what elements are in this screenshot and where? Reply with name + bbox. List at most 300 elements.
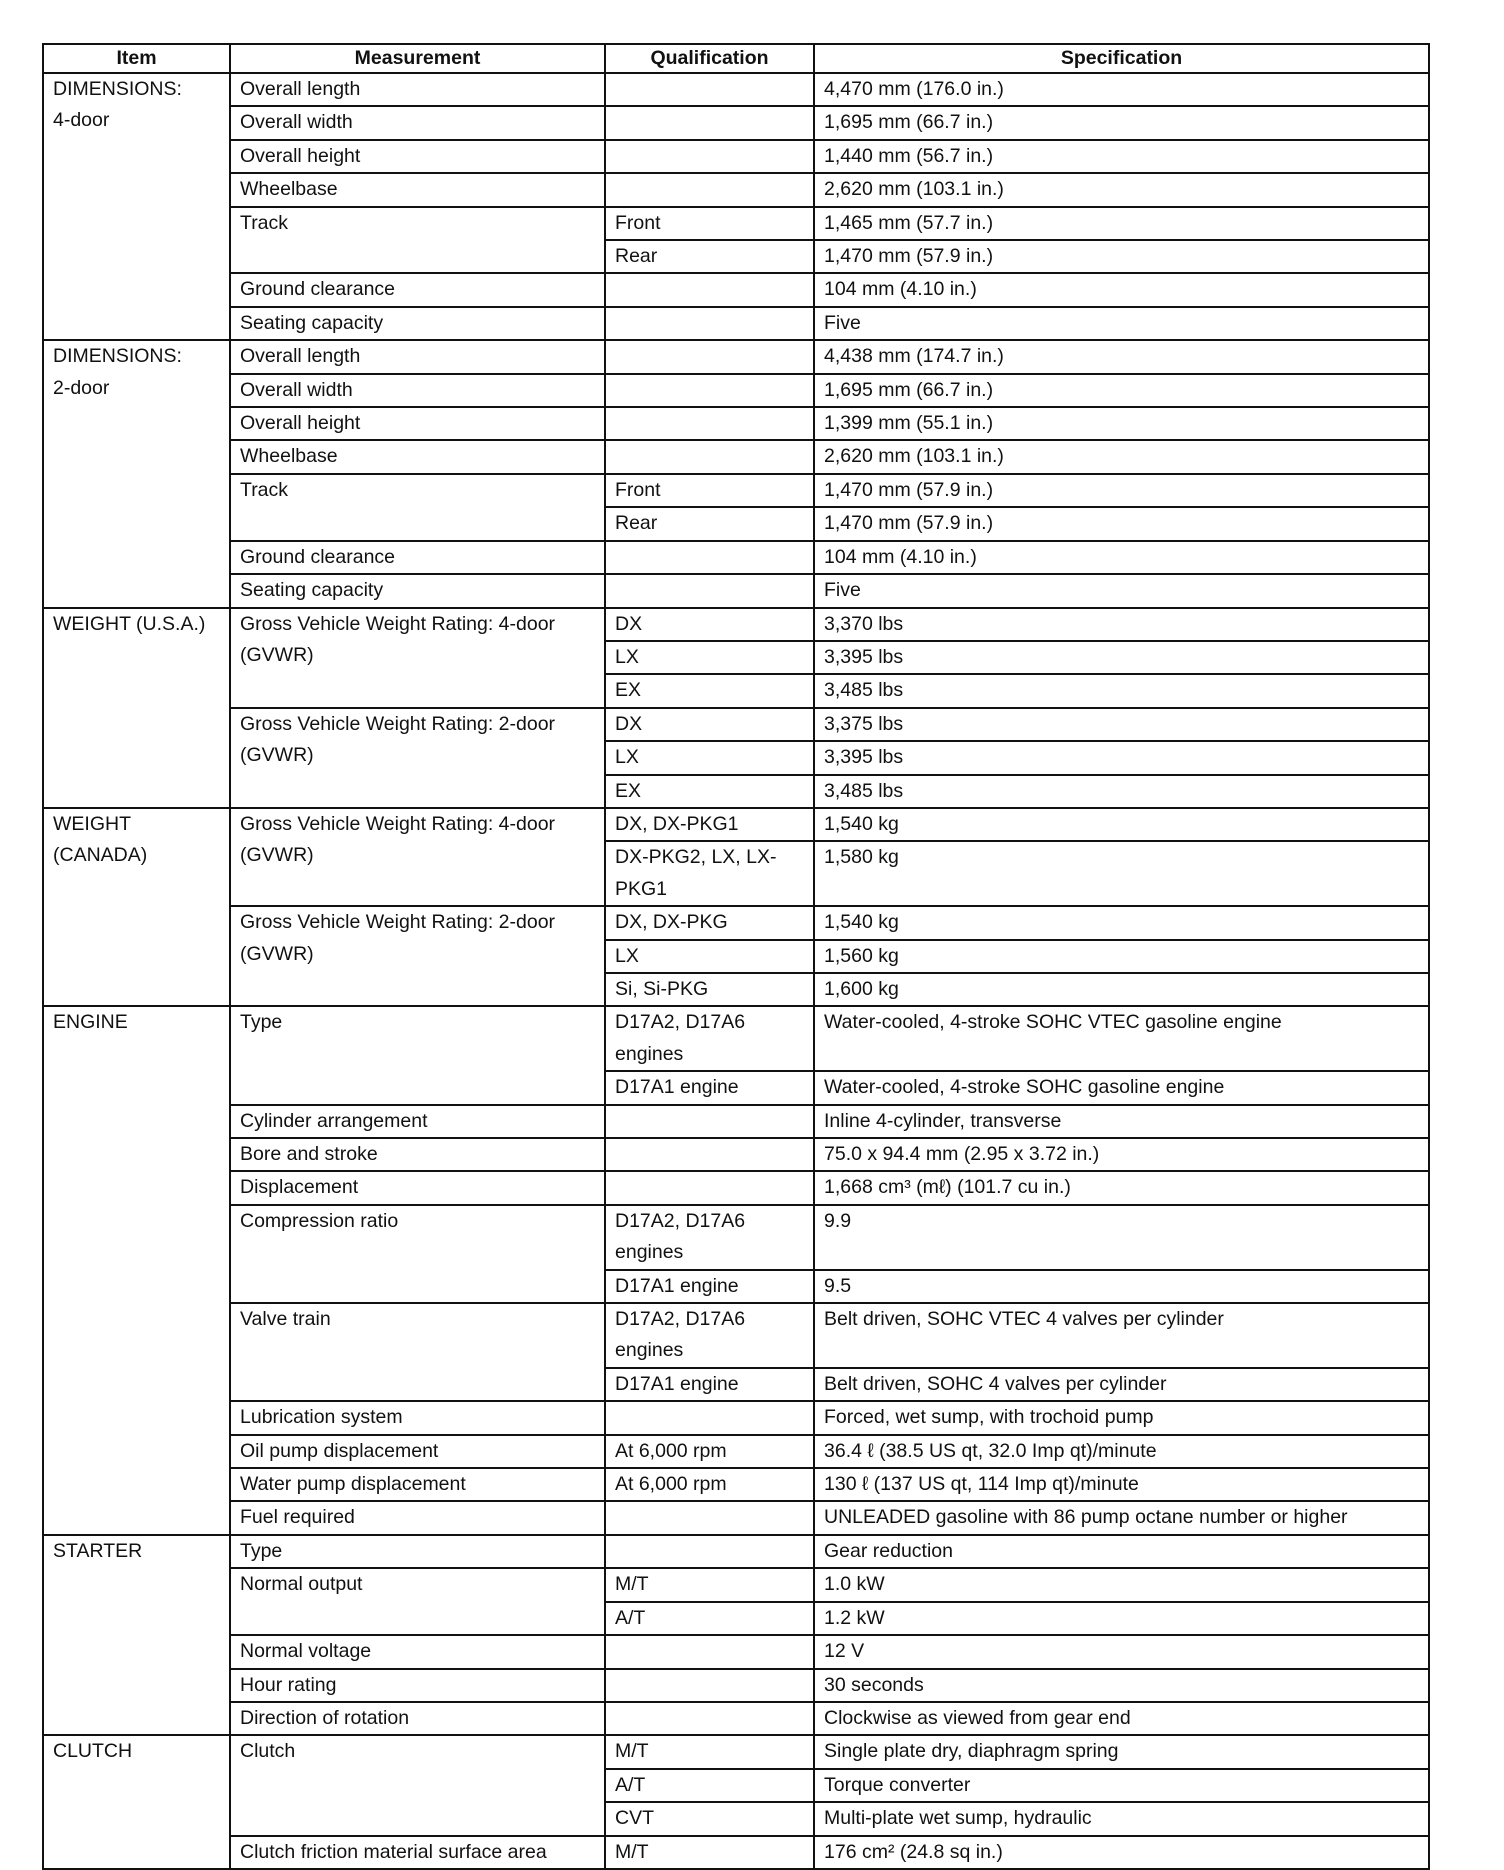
qualification-cell-line: D17A1 engine — [615, 1076, 739, 1099]
table-row — [43, 273, 1429, 306]
spec-cell-line: 4,470 mm (176.0 in.) — [824, 78, 1004, 100]
measurement-cell-line: Displacement — [240, 1176, 359, 1199]
measurement-cell — [230, 407, 605, 440]
qualification-cell-line: DX — [615, 612, 643, 635]
spec-cell-line: 30 seconds — [824, 1673, 924, 1696]
spec-cell-line: 1,470 mm (57.9 in.) — [824, 478, 994, 501]
measurement-cell — [230, 440, 605, 473]
measurement-cell — [230, 1535, 605, 1568]
measurement-cell-line: Overall width — [240, 378, 353, 401]
spec-cell-line: 75.0 x 94.4 mm (2.95 x 3.72 in.) — [824, 1143, 1100, 1165]
qualification-cell — [605, 674, 814, 707]
measurement-cell-line: Overall height — [240, 144, 361, 167]
qualification-cell-line: DX-PKG2, LX, LX-PKG1 — [615, 846, 777, 900]
header-row — [43, 44, 1429, 73]
measurement-cell — [230, 1401, 605, 1434]
measurement-cell — [230, 1171, 605, 1204]
measurement-cell-line: Hour rating — [240, 1673, 337, 1696]
measurement-cell — [230, 1702, 605, 1735]
spec-cell — [814, 307, 1429, 340]
qualification-cell — [605, 608, 814, 641]
table-row — [43, 1105, 1429, 1138]
spec-cell — [814, 173, 1429, 206]
item-cell-line: ENGINE — [53, 1011, 128, 1034]
table-row — [43, 1501, 1429, 1534]
table-row — [43, 1435, 1429, 1468]
item-cell — [43, 808, 230, 1006]
qualification-cell — [605, 1006, 814, 1071]
header-item: Item — [43, 44, 230, 73]
qualification-cell — [605, 808, 814, 841]
qualification-cell — [605, 407, 814, 440]
measurement-cell-line: Track — [240, 478, 289, 501]
qualification-cell — [605, 641, 814, 674]
measurement-cell — [230, 608, 605, 708]
qualification-cell — [605, 106, 814, 139]
measurement-cell-line: (GVWR) — [240, 643, 314, 666]
qualification-cell — [605, 207, 814, 240]
qualification-cell — [605, 1138, 814, 1171]
spec-cell — [814, 1205, 1429, 1270]
table-row — [43, 407, 1429, 440]
spec-cell — [814, 207, 1429, 240]
spec-cell — [814, 641, 1429, 674]
spec-cell-line: 9.9 — [824, 1209, 852, 1232]
measurement-cell-line: Water pump displacement — [240, 1473, 466, 1496]
spec-cell-line: 2,620 mm (103.1 in.) — [824, 178, 1004, 201]
spec-cell-line: 1,470 mm (57.9 in.) — [824, 512, 994, 535]
table-row — [43, 541, 1429, 574]
spec-cell — [814, 1138, 1429, 1171]
measurement-cell — [230, 1735, 605, 1835]
qualification-cell — [605, 1501, 814, 1534]
qualification-cell-line: EX — [615, 779, 642, 802]
qualification-cell-line: D17A2, D17A6 engines — [615, 1308, 746, 1362]
item-cell-line: 4-door — [53, 109, 110, 132]
qualification-cell — [605, 574, 814, 607]
spec-cell — [814, 1702, 1429, 1735]
table-row — [43, 1669, 1429, 1702]
spec-cell — [814, 1501, 1429, 1534]
qualification-cell-line: DX, DX-PKG1 — [615, 812, 739, 835]
spec-cell-line: 2,620 mm (103.1 in.) — [824, 445, 1004, 468]
spec-cell — [814, 541, 1429, 574]
qualification-cell — [605, 1769, 814, 1802]
qualification-cell — [605, 1468, 814, 1501]
header-qualification: Qualification — [605, 44, 814, 73]
table-row — [43, 73, 1429, 106]
measurement-cell-line: Cylinder arrangement — [240, 1109, 428, 1132]
table-row — [43, 1468, 1429, 1501]
qualification-cell — [605, 173, 814, 206]
qualification-cell — [605, 775, 814, 808]
table-row — [43, 307, 1429, 340]
spec-cell-line: 1.0 kW — [824, 1573, 885, 1596]
qualification-cell-line: LX — [615, 944, 639, 967]
qualification-cell-line: Si, Si-PKG — [615, 977, 709, 1000]
spec-cell — [814, 106, 1429, 139]
table-row — [43, 474, 1429, 507]
spec-cell-line: 3,375 lbs — [824, 712, 904, 735]
spec-cell — [814, 340, 1429, 373]
spec-cell — [814, 240, 1429, 273]
spec-cell-line: 3,395 lbs — [824, 645, 904, 668]
spec-cell-line: 1,465 mm (57.7 in.) — [824, 211, 994, 234]
spec-cell-line: Water-cooled, 4-stroke SOHC VTEC gasoline engine — [824, 1011, 1282, 1034]
spec-cell-line: Clockwise as viewed from gear end — [824, 1706, 1131, 1729]
table-row — [43, 1635, 1429, 1668]
measurement-cell — [230, 1468, 605, 1501]
spec-cell-line: 12 V — [824, 1640, 865, 1663]
qualification-cell — [605, 1635, 814, 1668]
table-row — [43, 140, 1429, 173]
qualification-cell-line: At 6,000 rpm — [615, 1473, 727, 1496]
measurement-cell — [230, 374, 605, 407]
measurement-cell — [230, 307, 605, 340]
qualification-cell — [605, 1568, 814, 1601]
qualification-cell-line: D17A2, D17A6 engines — [615, 1209, 746, 1264]
measurement-cell — [230, 1669, 605, 1702]
table-row — [43, 173, 1429, 206]
measurement-cell — [230, 1138, 605, 1171]
qualification-cell-line: M/T — [615, 1840, 649, 1863]
measurement-cell-line: Type — [240, 1539, 283, 1562]
measurement-cell — [230, 340, 605, 373]
qualification-cell — [605, 1602, 814, 1635]
measurement-cell-line: (GVWR) — [240, 744, 314, 767]
measurement-cell-line: Bore and stroke — [240, 1143, 378, 1165]
measurement-cell-line: Ground clearance — [240, 278, 396, 301]
spec-cell — [814, 1435, 1429, 1468]
measurement-cell-line: Clutch — [240, 1740, 296, 1763]
measurement-cell — [230, 207, 605, 274]
spec-cell — [814, 1669, 1429, 1702]
spec-cell-line: 3,395 lbs — [824, 746, 904, 769]
spec-cell-line: 1,440 mm (56.7 in.) — [824, 144, 994, 167]
table-row — [43, 1138, 1429, 1171]
qualification-cell-line: DX, DX-PKG — [615, 911, 728, 934]
measurement-cell-line: Direction of rotation — [240, 1706, 410, 1729]
spec-cell — [814, 574, 1429, 607]
qualification-cell-line: Rear — [615, 512, 658, 535]
spec-cell — [814, 374, 1429, 407]
qualification-cell-line: M/T — [615, 1573, 649, 1596]
measurement-cell-line: Wheelbase — [240, 445, 338, 468]
measurement-cell — [230, 273, 605, 306]
measurement-cell-line: Gross Vehicle Weight Rating: 4-door — [240, 812, 556, 835]
measurement-cell-line: Seating capacity — [240, 311, 384, 334]
spec-cell-line: 176 cm² (24.8 sq in.) — [824, 1840, 1003, 1863]
qualification-cell — [605, 1368, 814, 1401]
spec-cell-line: 1,600 kg — [824, 977, 899, 1000]
measurement-cell — [230, 1635, 605, 1668]
spec-cell-line: 1,470 mm (57.9 in.) — [824, 245, 994, 268]
measurement-cell-line: Overall height — [240, 412, 361, 435]
spec-cell-line: 1,560 kg — [824, 944, 899, 967]
measurement-cell-line: Overall width — [240, 111, 353, 134]
qualification-cell-line: At 6,000 rpm — [615, 1439, 727, 1462]
spec-cell-line: 36.4 ℓ (38.5 US qt, 32.0 Imp qt)/minute — [824, 1439, 1157, 1462]
qualification-cell-line: D17A1 engine — [615, 1274, 739, 1297]
item-cell — [43, 1535, 230, 1735]
qualification-cell-line: Front — [615, 211, 661, 234]
spec-cell-line: 3,485 lbs — [824, 679, 904, 702]
qualification-cell — [605, 140, 814, 173]
measurement-cell — [230, 1568, 605, 1635]
table-body — [43, 73, 1429, 1869]
qualification-cell — [605, 1401, 814, 1434]
spec-cell — [814, 1802, 1429, 1835]
spec-cell — [814, 741, 1429, 774]
item-cell-line: 2-door — [53, 376, 110, 399]
qualification-cell — [605, 1303, 814, 1368]
qualification-cell-line: D17A2, D17A6 engines — [615, 1011, 746, 1065]
table-row — [43, 207, 1429, 240]
header-measurement: Measurement — [230, 44, 605, 73]
measurement-cell-line: Overall length — [240, 78, 361, 100]
measurement-cell-line: Normal output — [240, 1573, 363, 1596]
table-row — [43, 1735, 1429, 1768]
item-cell-line: DIMENSIONS: — [53, 78, 182, 100]
spec-cell-line: Torque converter — [824, 1773, 971, 1796]
qualification-cell-line: LX — [615, 645, 639, 668]
qualification-cell — [605, 1735, 814, 1768]
measurement-cell — [230, 1435, 605, 1468]
qualification-cell — [605, 1535, 814, 1568]
spec-cell-line: Single plate dry, diaphragm spring — [824, 1740, 1119, 1763]
item-cell — [43, 1006, 230, 1535]
spec-cell-line: Five — [824, 311, 861, 334]
qualification-cell — [605, 1802, 814, 1835]
spec-cell-line: Belt driven, SOHC VTEC 4 valves per cylinder — [824, 1308, 1224, 1331]
table-row — [43, 1006, 1429, 1071]
spec-cell — [814, 940, 1429, 973]
spec-cell-line: 1,580 kg — [824, 846, 899, 869]
spec-cell — [814, 1735, 1429, 1768]
measurement-cell — [230, 574, 605, 607]
table-row — [43, 340, 1429, 373]
qualification-cell — [605, 1270, 814, 1303]
qualification-cell — [605, 1702, 814, 1735]
qualification-cell — [605, 507, 814, 540]
qualification-cell — [605, 1669, 814, 1702]
spec-cell — [814, 906, 1429, 939]
item-cell-line: WEIGHT — [53, 812, 131, 835]
qualification-cell — [605, 1105, 814, 1138]
spec-cell — [814, 808, 1429, 841]
qualification-cell-line: M/T — [615, 1740, 649, 1763]
spec-cell — [814, 1568, 1429, 1601]
spec-cell-line: 9.5 — [824, 1274, 852, 1297]
table-row — [43, 708, 1429, 741]
spec-cell-line: 4,438 mm (174.7 in.) — [824, 345, 1004, 368]
measurement-cell-line: Wheelbase — [240, 178, 338, 201]
table-row — [43, 1303, 1429, 1368]
measurement-cell-line: Gross Vehicle Weight Rating: 2-door — [240, 712, 556, 735]
spec-cell — [814, 407, 1429, 440]
spec-cell-line: 1,399 mm (55.1 in.) — [824, 412, 994, 435]
spec-cell — [814, 674, 1429, 707]
spec-cell — [814, 440, 1429, 473]
spec-cell — [814, 841, 1429, 906]
spec-cell-line: 1,668 cm³ (mℓ) (101.7 cu in.) — [824, 1176, 1071, 1199]
measurement-cell — [230, 140, 605, 173]
measurement-cell — [230, 1836, 605, 1869]
item-cell — [43, 608, 230, 808]
table-row — [43, 374, 1429, 407]
measurement-cell — [230, 106, 605, 139]
spec-cell-line: UNLEADED gasoline with 86 pump octane number or higher — [824, 1506, 1348, 1529]
qualification-cell — [605, 273, 814, 306]
measurement-cell-line: Valve train — [240, 1308, 331, 1331]
measurement-cell-line: Gross Vehicle Weight Rating: 2-door — [240, 911, 556, 934]
spec-cell-line: 1,540 kg — [824, 812, 899, 835]
table-row — [43, 1836, 1429, 1869]
spec-cell — [814, 1368, 1429, 1401]
spec-cell-line: 1,695 mm (66.7 in.) — [824, 111, 994, 134]
spec-cell — [814, 1836, 1429, 1869]
qualification-cell-line: Front — [615, 478, 661, 501]
table-row — [43, 574, 1429, 607]
qualification-cell — [605, 240, 814, 273]
table-row — [43, 808, 1429, 841]
table-row — [43, 1702, 1429, 1735]
qualification-cell-line: LX — [615, 746, 639, 769]
spec-cell — [814, 1270, 1429, 1303]
spec-cell — [814, 1468, 1429, 1501]
measurement-cell — [230, 173, 605, 206]
spec-cell-line: 130 ℓ (137 US qt, 114 Imp qt)/minute — [824, 1473, 1139, 1496]
measurement-cell — [230, 708, 605, 808]
spec-table — [42, 43, 1430, 1870]
table-row — [43, 1205, 1429, 1270]
spec-cell-line: Forced, wet sump, with trochoid pump — [824, 1406, 1154, 1429]
qualification-cell — [605, 1435, 814, 1468]
measurement-cell — [230, 1303, 605, 1401]
qualification-cell-line: A/T — [615, 1606, 646, 1629]
spec-cell — [814, 1171, 1429, 1204]
table-row — [43, 1401, 1429, 1434]
measurement-cell-line: (GVWR) — [240, 844, 314, 867]
measurement-cell-line: Normal voltage — [240, 1640, 372, 1663]
spec-cell — [814, 708, 1429, 741]
spec-cell-line: Multi-plate wet sump, hydraulic — [824, 1807, 1092, 1830]
item-cell — [43, 1735, 230, 1869]
spec-cell — [814, 973, 1429, 1006]
qualification-cell — [605, 541, 814, 574]
qualification-cell — [605, 1836, 814, 1869]
qualification-cell-line: DX — [615, 712, 643, 735]
spec-cell-line: Five — [824, 579, 861, 602]
spec-cell-line: 3,485 lbs — [824, 779, 904, 802]
measurement-cell-line: (GVWR) — [240, 942, 314, 965]
spec-cell — [814, 1535, 1429, 1568]
item-cell — [43, 73, 230, 340]
measurement-cell — [230, 808, 605, 906]
item-cell-line: STARTER — [53, 1539, 143, 1562]
qualification-cell — [605, 374, 814, 407]
measurement-cell-line: Compression ratio — [240, 1209, 399, 1232]
spec-cell-line: 1,695 mm (66.7 in.) — [824, 378, 994, 401]
qualification-cell-line: A/T — [615, 1773, 646, 1796]
table-row — [43, 608, 1429, 641]
table-row — [43, 1171, 1429, 1204]
spec-cell-line: 1.2 kW — [824, 1606, 885, 1629]
spec-cell-line: Inline 4-cylinder, transverse — [824, 1109, 1062, 1132]
qualification-cell-line: Rear — [615, 245, 658, 268]
table-row — [43, 440, 1429, 473]
measurement-cell-line: Clutch friction material surface area — [240, 1840, 547, 1863]
qualification-cell — [605, 474, 814, 507]
table-row — [43, 1568, 1429, 1601]
measurement-cell — [230, 906, 605, 1006]
spec-cell-line: 1,540 kg — [824, 911, 899, 934]
spec-cell — [814, 273, 1429, 306]
measurement-cell — [230, 1006, 605, 1104]
spec-cell — [814, 1635, 1429, 1668]
measurement-cell — [230, 541, 605, 574]
spec-cell — [814, 73, 1429, 106]
qualification-cell — [605, 1171, 814, 1204]
header-specification: Specification — [814, 44, 1429, 73]
measurement-cell — [230, 1501, 605, 1534]
spec-cell-line: 104 mm (4.10 in.) — [824, 278, 977, 301]
spec-cell — [814, 1105, 1429, 1138]
spec-cell-line: 3,370 lbs — [824, 612, 904, 635]
measurement-cell-line: Overall length — [240, 345, 361, 368]
qualification-cell-line: EX — [615, 679, 642, 702]
measurement-cell-line: Oil pump displacement — [240, 1439, 439, 1462]
qualification-cell — [605, 73, 814, 106]
measurement-cell-line: Ground clearance — [240, 545, 396, 568]
table-row — [43, 106, 1429, 139]
item-cell-line: (CANADA) — [53, 844, 148, 867]
measurement-cell-line: Type — [240, 1011, 283, 1034]
spec-cell — [814, 1071, 1429, 1104]
spec-cell-line: Gear reduction — [824, 1539, 953, 1562]
qualification-cell — [605, 906, 814, 939]
item-cell-line: WEIGHT (U.S.A.) — [53, 612, 206, 635]
measurement-cell — [230, 1105, 605, 1138]
spec-cell — [814, 1602, 1429, 1635]
qualification-cell — [605, 1071, 814, 1104]
spec-cell — [814, 1401, 1429, 1434]
qualification-cell — [605, 1205, 814, 1270]
spec-cell-line: Water-cooled, 4-stroke SOHC gasoline engine — [824, 1076, 1225, 1099]
qualification-cell — [605, 708, 814, 741]
spec-cell-line: 104 mm (4.10 in.) — [824, 545, 977, 568]
measurement-cell-line: Gross Vehicle Weight Rating: 4-door — [240, 612, 556, 635]
qualification-cell — [605, 440, 814, 473]
measurement-cell-line: Fuel required — [240, 1506, 355, 1529]
spec-cell — [814, 1769, 1429, 1802]
measurement-cell-line: Track — [240, 211, 289, 234]
spec-cell — [814, 608, 1429, 641]
spec-cell — [814, 1303, 1429, 1368]
qualification-cell-line: D17A1 engine — [615, 1372, 739, 1395]
item-cell-line: CLUTCH — [53, 1740, 133, 1763]
qualification-cell — [605, 973, 814, 1006]
spec-cell-line: Belt driven, SOHC 4 valves per cylinder — [824, 1372, 1167, 1395]
spec-cell — [814, 775, 1429, 808]
measurement-cell — [230, 73, 605, 106]
measurement-cell-line: Lubrication system — [240, 1406, 403, 1429]
qualification-cell — [605, 741, 814, 774]
qualification-cell — [605, 340, 814, 373]
qualification-cell-line: CVT — [615, 1807, 654, 1830]
qualification-cell — [605, 307, 814, 340]
measurement-cell — [230, 474, 605, 541]
